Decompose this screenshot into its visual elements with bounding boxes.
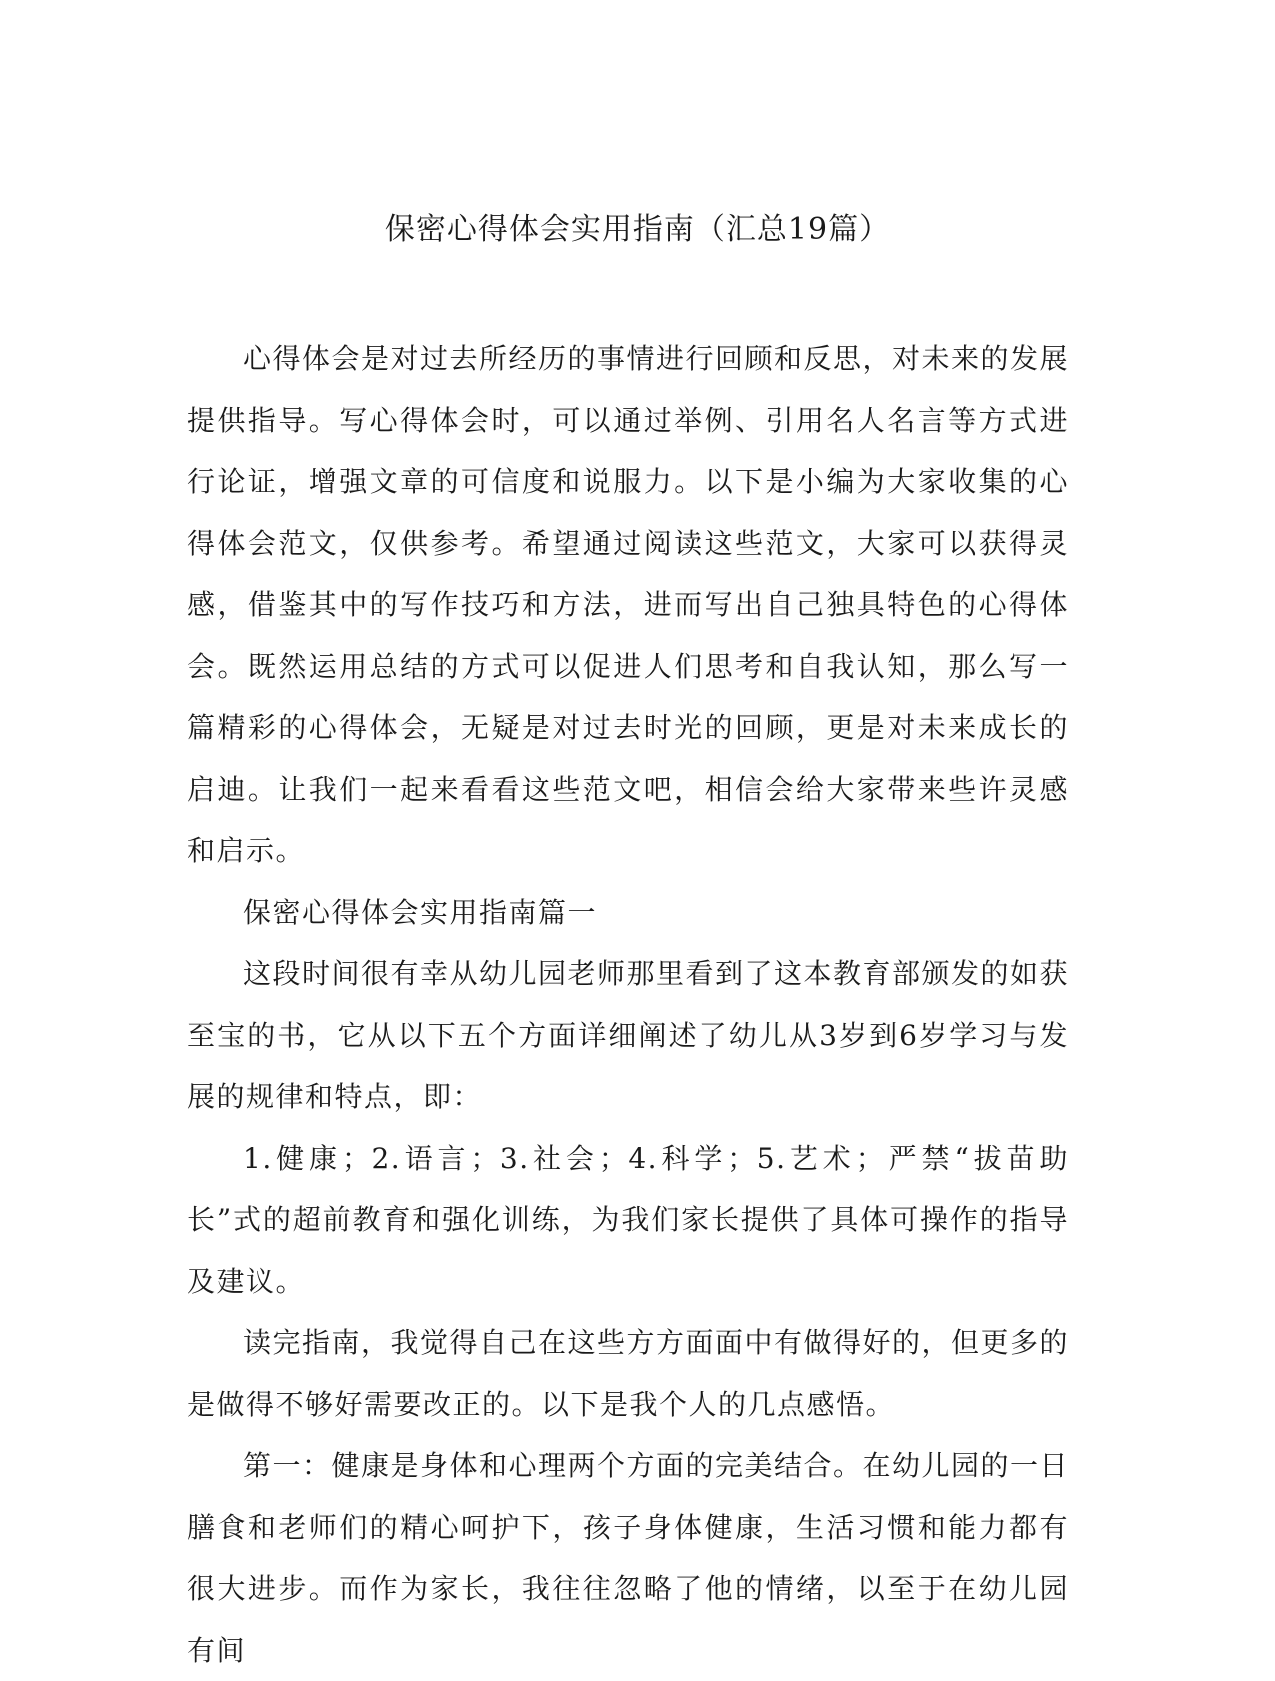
body-paragraph: 读完指南，我觉得自己在这些方方面面中有做得好的，但更多的是做得不够好需要改正的。以下是我个人的几点感悟。 bbox=[187, 1326, 1070, 1421]
body-paragraph: 这段时间很有幸从幼儿园老师那里看到了这本教育部颁发的如获至宝的书，它从以下五个方面详细阐述了幼儿从3岁到6岁学习与发展的规律和特点，即： bbox=[187, 957, 1070, 1113]
body-paragraph: 1.健康；2.语言；3.社会；4.科学；5.艺术；严禁“拔苗助长”式的超前教育和强化训练，为我们家长提供了具体可操作的指导及建议。 bbox=[187, 1141, 1069, 1298]
section-heading: 保密心得体会实用指南篇一 bbox=[243, 895, 598, 929]
body-paragraph: 第一：健康是身体和心理两个方面的完美结合。在幼儿园的一日膳食和老师们的精心呵护下，孩子身体健康，生活习惯和能力都有很大进步。而作为家长，我往往忽略了他的情绪，以至于在幼儿园有间 bbox=[187, 1449, 1070, 1667]
intro-paragraph: 心得体会是对过去所经历的事情进行回顾和反思，对未来的发展提供指导。写心得体会时，可以通过举例、引用名人名言等方式进行论证，增强文章的可信度和说服力。以下是小编为大家收集的心得体会范文，仅供参考。希望通过阅读这些范文，大家可以获得灵感，借鉴其中的写作技巧和方法，进而写出自己独具特色的心得体会。既然运用总结的方式可以促进人们思考和自我认知，那么写一篇精彩的心得体会，无疑是对过去时光的回顾，更是对未来成长的启迪。让我们一起来看看这些范文吧，相信会给大家带来些许灵感和启示。 bbox=[187, 342, 1070, 867]
document-body bbox=[187, 328, 1069, 1681]
document-title: 保密心得体会实用指南（汇总19篇） bbox=[384, 212, 891, 247]
